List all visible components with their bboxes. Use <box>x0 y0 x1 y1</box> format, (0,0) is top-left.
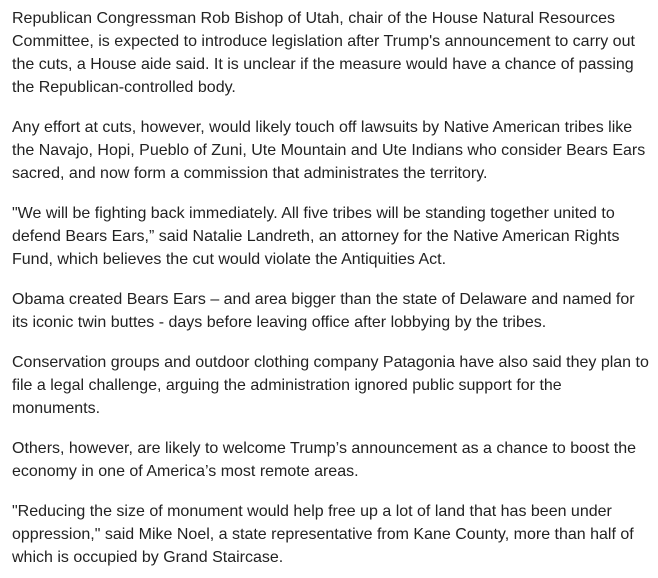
paragraph-noel-quote: "Reducing the size of monument would help free up a lot of land that has been under oppression," said Mike Noel, a state representative from Kane County, more than half of which is occupied by Grand Staircase. <box>12 503 634 566</box>
paragraph-economy-welcome: Others, however, are likely to welcome Trump’s announcement as a chance to boost the economy in one of America’s most remote areas. <box>12 440 637 480</box>
paragraph-patagonia-challenge: Conservation groups and outdoor clothing company Patagonia have also said they plan to file a legal challenge, arguing the administration ignored public support for the monuments. <box>12 354 649 417</box>
paragraph-landreth-quote: "We will be fighting back immediately. All five tribes will be standing together united to defend Bears Ears,” said Natalie Landreth, an attorney for the Native American Rights Fund, which believes the cut would violate the Antiquities Act. <box>12 205 620 268</box>
paragraph-tribal-lawsuits: Any effort at cuts, however, would likely touch off lawsuits by Native American tribes like the Navajo, Hopi, Pueblo of Zuni, Ute Mountain and Ute Indians who consider Bears Ears sacred, and now form a commission that administrates the territory. <box>12 119 646 182</box>
paragraph-bishop-legislation: Republican Congressman Rob Bishop of Utah, chair of the House Natural Resources Committee, is expected to introduce legislation after Trump's announcement to carry out the cuts, a House aide said. It is unclear if the measure would have a chance of passing the Republican-controlled body. <box>12 10 635 96</box>
paragraph-obama-created: Obama created Bears Ears – and area bigger than the state of Delaware and named for its iconic twin buttes - days before leaving office after lobbying by the tribes. <box>12 291 635 331</box>
